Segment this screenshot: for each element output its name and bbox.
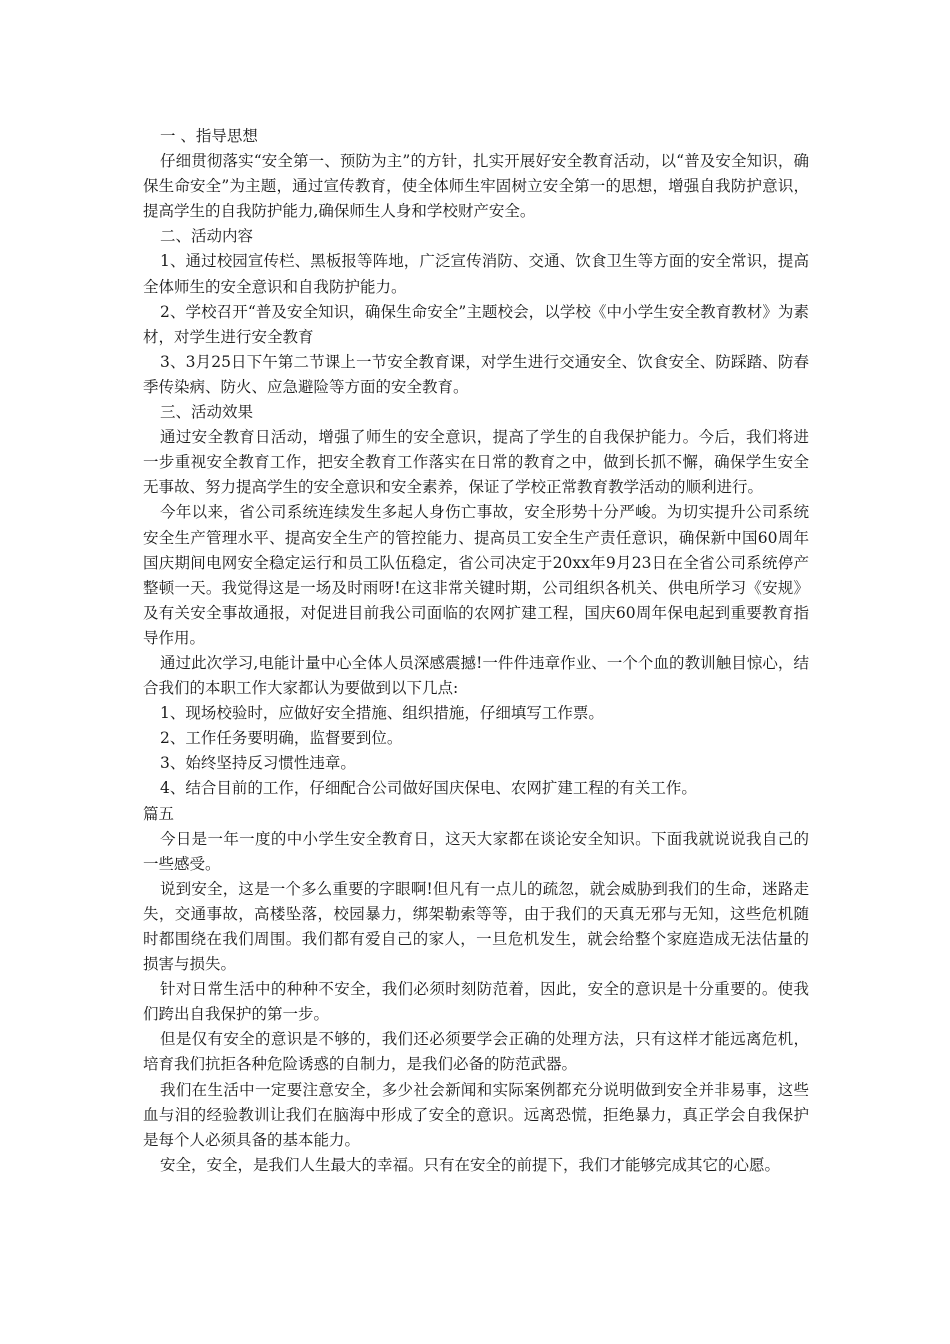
section-heading-activity-content: 二、活动内容 [160, 227, 254, 246]
list-item: 2、工作任务要明确，监督要到位。 [160, 729, 403, 748]
paragraph: 但是仅有安全的意识是不够的，我们还必须要学会正确的处理方法，只有这样才能远离危机，培育我们抗拒各种危险诱惑的自制力，是我们必备的防范武器。 [143, 1030, 809, 1074]
document-body [143, 124, 809, 1178]
paragraph: 通过此次学习,电能计量中心全体人员深感震撼!一件件违章作业、一个个血的教训触目惊心，结合我们的本职工作大家都认为要做到以下几点: [143, 653, 809, 698]
paragraph: 今日是一年一度的中小学生安全教育日，这天大家都在谈论安全知识。下面我就说说我自己的一些感受。 [143, 829, 809, 873]
list-item: 4、结合目前的工作，仔细配合公司做好国庆保电、农网扩建工程的有关工作。 [160, 779, 697, 798]
section-heading-guiding-thought: 一 、指导思想 [160, 127, 258, 145]
paragraph: 安全，安全，是我们人生最大的幸福。只有在安全的前提下，我们才能够完成其它的心愿。 [160, 1155, 781, 1174]
list-item: 1、通过校园宣传栏、黑板报等阵地，广泛宣传消防、交通、饮食卫生等方面的安全常识，提高全体师生的安全意识和自我防护能力。 [143, 252, 809, 296]
paragraph: 通过安全教育日活动，增强了师生的安全意识，提高了学生的自我保护能力。今后，我们将进一步重视安全教育工作，把安全教育工作落实在日常的教育之中，做到长抓不懈，确保学生安全无事故、努力提高学生的安全意识和安全素养，保证了学校正常教育教学活动的顺利进行。 [143, 428, 809, 497]
list-item: 3、3月25日下午第二节课上一节安全教育课，对学生进行交通安全、饮食安全、防踩踏、防春季传染病、防火、应急避险等方面的安全教育。 [143, 352, 809, 396]
paragraph: 今年以来，省公司系统连续发生多起人身伤亡事故，安全形势十分严峻。为切实提升公司系统安全生产管理水平、提高安全生产的管控能力、提高员工安全生产责任意识，确保新中国60周年国庆期间电网安全稳定运行和员工队伍稳定，省公司决定于20xx年9月23日在全省公司系统停产整顿一天。我觉得这是一场及时雨呀!在这非常关键时期，公司组织各机关、供电所学习《安规》及有关安全事故通报，对促进目前我公司面临的农网扩建工程，国庆60周年保电起到重要教育指导作用。 [143, 503, 809, 647]
paragraph: 说到安全，这是一个多么重要的字眼啊!但凡有一点儿的疏忽，就会威胁到我们的生命，迷路走失，交通事故，高楼坠落，校园暴力，绑架勒索等等，由于我们的天真无邪与无知，这些危机随时都围绕在我们周围。我们都有爱自己的家人，一旦危机发生，就会给整个家庭造成无法估量的损害与损失。 [143, 879, 809, 974]
chapter-heading-part-five: 篇五 [143, 804, 175, 823]
paragraph: 我们在生活中一定要注意安全，多少社会新闻和实际案例都充分说明做到安全并非易事，这些血与泪的经验教训让我们在脑海中形成了安全的意识。远离恐慌，拒绝暴力，真正学会自我保护是每个人必须具备的基本能力。 [143, 1080, 809, 1149]
list-item: 1、现场校验时，应做好安全措施、组织措施，仔细填写工作票。 [160, 704, 604, 723]
paragraph: 针对日常生活中的种种不安全，我们必须时刻防范着，因此，安全的意识是十分重要的。使我们跨出自我保护的第一步。 [143, 980, 809, 1024]
list-item: 3、始终坚持反习惯性违章。 [160, 754, 356, 773]
paragraph: 仔细贯彻落实“安全第一、预防为主”的方针，扎实开展好安全教育活动，以“普及安全知识，确保生命安全”为主题，通过宣传教育，使全体师生牢固树立安全第一的思想，增强自我防护意识，提高学生的自我防护能力,确保师生人身和学校财产安全。 [143, 152, 809, 221]
list-item: 2、学校召开“普及安全知识，确保生命安全”主题校会，以学校《中小学生安全教育教材》为素材，对学生进行安全教育 [143, 302, 809, 346]
section-heading-activity-effect: 三、活动效果 [160, 403, 254, 422]
